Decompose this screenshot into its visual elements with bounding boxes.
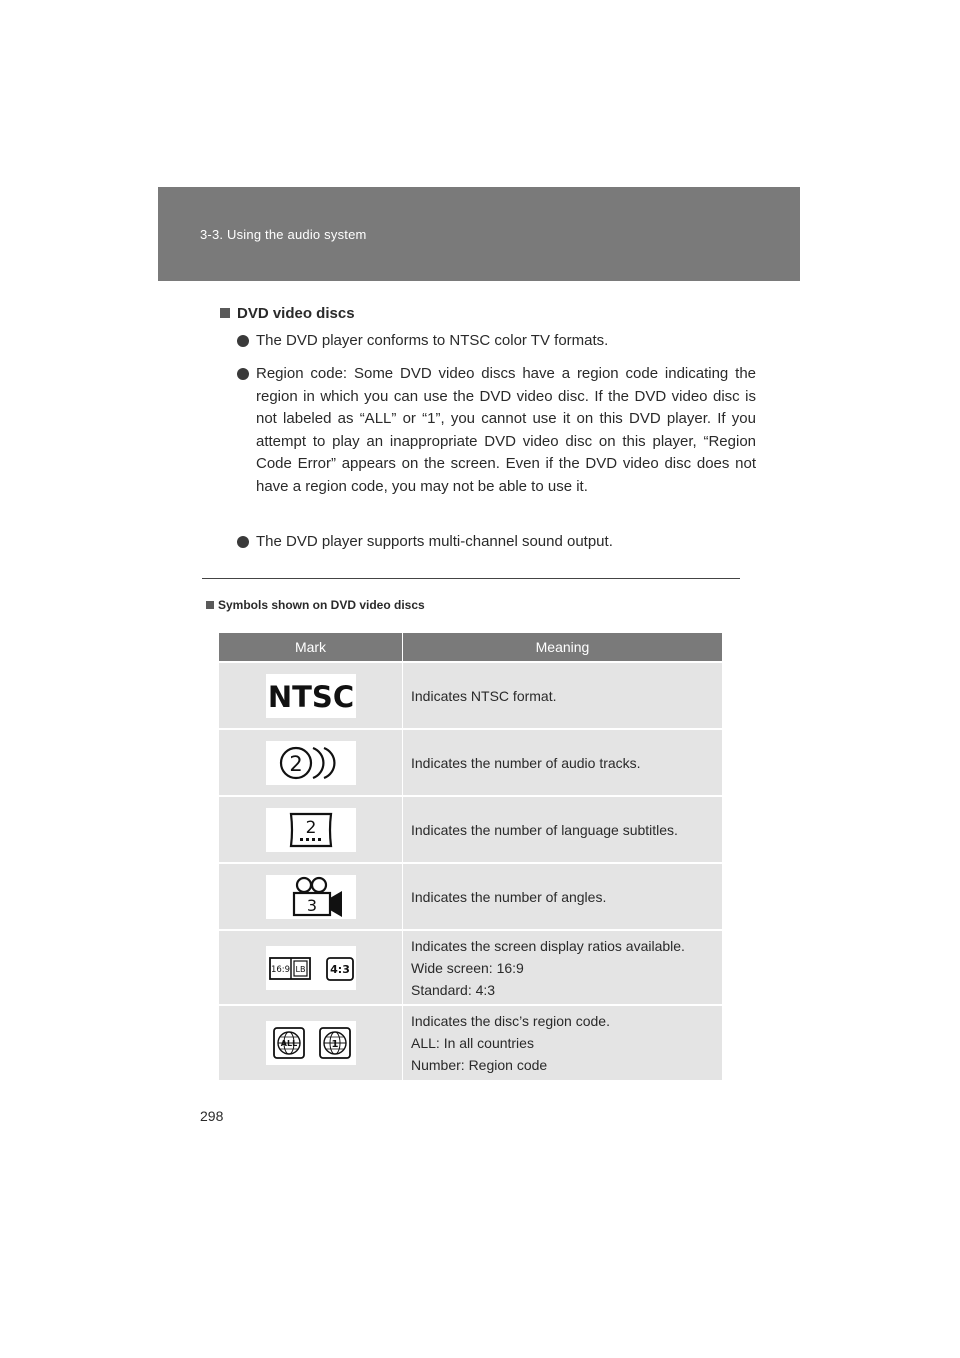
meaning-line: Indicates the number of audio tracks.: [411, 754, 641, 771]
bullet-region-code: [237, 363, 756, 498]
meaning-cell: [403, 930, 723, 1005]
mark-cell: [219, 796, 403, 863]
table-row: [219, 729, 722, 796]
table-header-row: [219, 633, 722, 662]
letterbox-label: LB: [295, 964, 305, 974]
mark-cell: [219, 930, 403, 1005]
subtitles-icon: [266, 808, 356, 852]
audio-tracks-count: 2: [288, 751, 303, 776]
column-header-mark: Mark: [219, 633, 403, 662]
meaning-line: Indicates NTSC format.: [411, 687, 557, 704]
bullet-text: The DVD player supports multi-channel sound output.: [256, 533, 613, 550]
divider: [202, 578, 740, 579]
ntsc-icon: [266, 674, 356, 718]
region-number-label: 1: [331, 1039, 338, 1050]
region-all-label: ALL: [280, 1039, 297, 1048]
page-number: 298: [200, 1108, 224, 1124]
square-bullet-icon: [220, 308, 230, 318]
bullet-ntsc: [237, 330, 756, 353]
meaning-line: Number: Region code: [411, 1057, 548, 1073]
meaning-cell: [403, 1005, 723, 1080]
column-header-meaning: Meaning: [403, 633, 723, 662]
meaning-line: Indicates the number of angles.: [411, 888, 607, 905]
symbols-title: [206, 598, 425, 612]
subtitles-count: 2: [305, 817, 316, 838]
meaning-line: ALL: In all countries: [411, 1035, 534, 1051]
meaning-line: Indicates the disc’s region code.: [411, 1013, 610, 1029]
square-bullet-icon: [206, 601, 214, 609]
region-code-icon: [266, 1021, 356, 1065]
angles-count: 3: [306, 895, 317, 915]
bullet-text: The DVD player conforms to NTSC color TV formats.: [256, 332, 609, 349]
table-row: [219, 863, 722, 930]
mark-cell: [219, 863, 403, 930]
table-row: [219, 796, 722, 863]
section-header: [158, 187, 800, 281]
angles-icon: [266, 875, 356, 919]
bullet-dot-icon: [237, 368, 249, 380]
mark-cell: [219, 662, 403, 729]
meaning-line: Indicates the number of language subtitles.: [411, 821, 678, 838]
meaning-line: Standard: 4:3: [411, 981, 496, 998]
dvd-heading-text: DVD video discs: [237, 305, 355, 322]
meaning-cell: [403, 662, 723, 729]
section-label: 3-3. Using the audio system: [200, 227, 367, 242]
symbols-title-text: Symbols shown on DVD video discs: [218, 598, 425, 612]
bullet-text: Region code: Some DVD video discs have a region code indicating the region in which you can use the DVD video disc. If the DVD video disc is not labeled as “ALL” or “1”, you cannot use it on this DVD player. If you attempt to play an inappropriate DVD video disc on this player, “Region Code Error” appears on the screen. Even if the DVD video disc does not have a region code, you may not be able to use it.: [256, 365, 756, 495]
bullet-dot-icon: [237, 536, 249, 548]
meaning-line: Wide screen: 16:9: [411, 959, 524, 976]
aspect-ratio-icon: [266, 946, 356, 990]
ntsc-icon-text: NTSC: [267, 679, 354, 714]
bullet-dot-icon: [237, 335, 249, 347]
table-row: [219, 930, 722, 1005]
meaning-cell: [403, 796, 723, 863]
symbols-table: [219, 633, 722, 1080]
mark-cell: [219, 729, 403, 796]
dvd-heading: [220, 305, 355, 322]
mark-cell: [219, 1005, 403, 1080]
meaning-cell: [403, 729, 723, 796]
meaning-line: Indicates the screen display ratios available.: [411, 937, 685, 954]
bullet-multichannel: [237, 531, 756, 554]
audio-tracks-icon: [266, 741, 356, 785]
standard-ratio-label: 4:3: [329, 962, 350, 976]
table-row: [219, 662, 722, 729]
meaning-cell: [403, 863, 723, 930]
wide-ratio-label: 16:9: [270, 964, 290, 975]
table-row: [219, 1005, 722, 1080]
